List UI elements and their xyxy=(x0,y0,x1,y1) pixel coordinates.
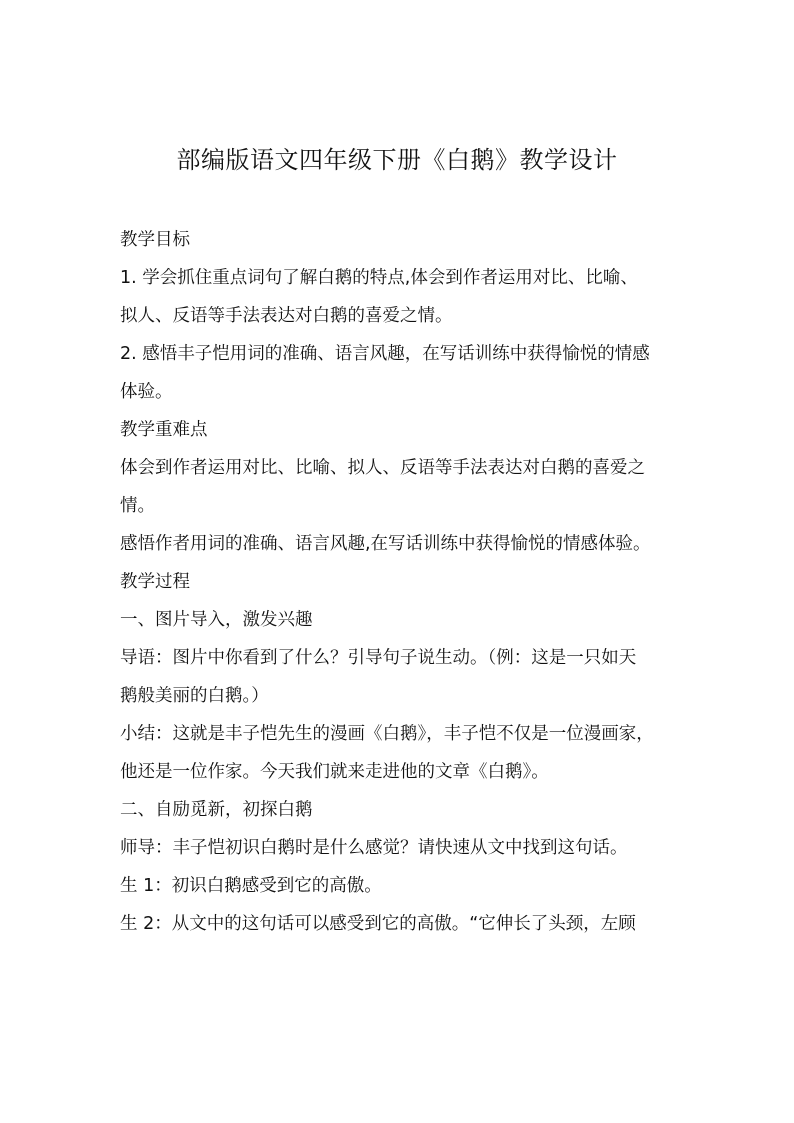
body-line: 1. 学会抓住重点词句了解白鹅的特点,体会到作者运用对比、比喻、 xyxy=(120,268,638,288)
subsection-heading: 一、图片导入，激发兴趣 xyxy=(120,610,313,630)
section-heading-teaching-goals: 教学目标 xyxy=(120,230,190,250)
body-line: 师导：丰子恺初识白鹅时是什么感觉？请快速从文中找到这句话。 xyxy=(120,838,628,858)
body-line: 小结：这就是丰子恺先生的漫画《白鹅》，丰子恺不仅是一位漫画家， xyxy=(120,724,654,744)
body-line: 生 2：从文中的这句话可以感受到它的高傲。“它伸长了头颈，左顾 xyxy=(120,914,636,934)
body-line: 体验。 xyxy=(120,382,173,402)
body-line: 情。 xyxy=(120,496,155,516)
body-line: 感悟作者用词的准确、语言风趣,在写话训练中获得愉悦的情感体验。 xyxy=(120,534,651,554)
body-line: 鹅般美丽的白鹅。） xyxy=(120,686,269,706)
body-line: 拟人、反语等手法表达对白鹅的喜爱之情。 xyxy=(120,306,453,326)
body-line: 2. 感悟丰子恺用词的准确、语言风趣，在写话训练中获得愉悦的情感 xyxy=(120,344,650,364)
body-line: 他还是一位作家。今天我们就来走进他的文章《白鹅》。 xyxy=(120,762,549,782)
body-line: 生 1：初识白鹅感受到它的高傲。 xyxy=(120,876,382,896)
section-heading-key-difficulties: 教学重难点 xyxy=(120,420,208,440)
document-body xyxy=(120,221,680,943)
subsection-heading: 二、自励觅新，初探白鹅 xyxy=(120,800,313,820)
document-title: 部编版语文四年级下册《白鹅》教学设计 xyxy=(176,146,618,174)
body-line: 体会到作者运用对比、比喻、拟人、反语等手法表达对白鹅的喜爱之 xyxy=(120,458,645,478)
section-heading-teaching-process: 教学过程 xyxy=(120,572,190,592)
body-line: 导语：图片中你看到了什么？引导句子说生动。（例：这是一只如天 xyxy=(120,648,637,668)
